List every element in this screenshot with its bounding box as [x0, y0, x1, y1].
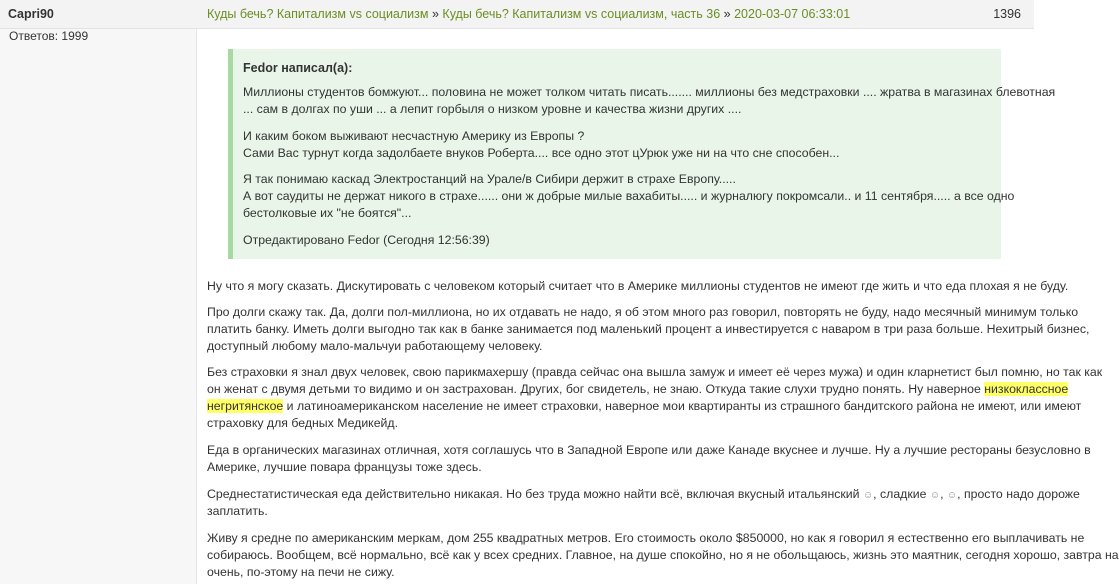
quote-line: Миллионы студентов бомжуют... половина не может толком читать писать....... миллионы без медстраховки .... жратва в магазинах блевотная	[243, 85, 1056, 99]
paragraph-text: Среднестатистическая еда действительно никакая. Но без труда можно найти всё, включая вкусный итальянский	[207, 487, 863, 501]
post-paragraph	[207, 399, 1081, 413]
post-date-link[interactable]: 2020-03-07 06:33:01	[734, 7, 851, 21]
author-name-link[interactable]: Capri90	[8, 7, 54, 21]
paragraph-text: и латиноамериканском население не имеет страховки, наверное мои квартиранты из страшного бандитского района не имеют, или имеют	[283, 399, 1082, 413]
post-paragraph	[207, 487, 1080, 501]
highlighted-word: низкоклассное	[984, 382, 1069, 396]
post-paragraph: платить банку. Иметь долги выгодно так как в банке занимается под маленький процент а инвестируется с наваром в три раза больше. Нехитрый бизнес,	[207, 322, 1090, 336]
quote-line: Сами Вас турнут когда задолбаете внуков Роберта.... все одно этот цУрюк уже ни на что сне способен...	[243, 146, 840, 160]
breadcrumb-forum-link[interactable]: Куды бечь? Капитализм vs социализм	[207, 7, 429, 21]
quote-line: И каким боком выживают несчастную Америку из Европы ?	[243, 129, 585, 143]
post-paragraph: доступный любому мало-мальчуи работающему человеку.	[207, 339, 543, 353]
paragraph-text: ,	[940, 487, 947, 501]
quote-block	[228, 49, 1056, 259]
post-number: 1396	[993, 7, 1021, 21]
quote-line: Я так понимаю каскад Электростанций на Урале/в Сибири держит в страхе Европу.....	[243, 172, 736, 186]
post-sidebar	[0, 29, 197, 584]
paragraph-text: , просто надо дороже	[957, 487, 1080, 501]
quote-edit-note: Отредактировано Fedor (Сегодня 12:56:39)	[243, 233, 490, 247]
post-paragraph: Еда в органических магазинах отличная, хотя соглашусь что в Западной Европе или даже Канаде вкуснее и лучше. Ну а лучшие рестораны безусловно в	[207, 443, 1091, 457]
breadcrumb-separator: »	[431, 7, 439, 21]
post-paragraph: очень, по-этому на печи не сижу.	[207, 565, 395, 579]
breadcrumb	[207, 7, 850, 21]
quote-line: бестолковые их "не боятся"...	[243, 206, 412, 220]
post-paragraph: страховку для бедных Медикейд.	[207, 416, 399, 430]
post-paragraph: Живу я средне по американским меркам, дом 255 квадратных метров. Его стоимость около $850000, но как я говорил я естественно его выплачивать не	[207, 531, 1085, 545]
smiley-icon: ☺	[862, 490, 874, 501]
smiley-icon: ☺	[946, 490, 958, 501]
reply-count: Ответов: 1999	[9, 29, 89, 43]
quote-line: А вот саудиты не держат никого в страхе...... они ж добрые милые вахабиты..... и журналюгу покромсали.. и 11 сентября..... а все одно	[243, 189, 1015, 203]
quote-line: ... сам в долгах по уши ... а лепит горбыля о низком уровне и качества жизни других ....	[243, 102, 742, 116]
post-paragraph: Про долги скажу так. Да, долги пол-миллиона, но их отдавать не надо, я об этом много раз говорил, повторять не буду, надо месячный минимум только	[207, 305, 1079, 319]
post-paragraph: собираюсь. Вообщем, всё нормально, всё как у всех средних. Главное, на душе спокойно, но я не обольщаюсь, жизнь это маятник, сегодня хорошо, завтра на	[207, 548, 1119, 562]
smiley-icon: ☺	[929, 490, 941, 501]
breadcrumb-topic-link[interactable]: Куды бечь? Капитализм vs социализм, часть 36	[442, 7, 721, 21]
paragraph-text: , сладкие	[873, 487, 930, 501]
post-paragraph: Ну что я могу сказать. Дискутировать с человеком который считает что в Америке миллионы студентов не имеют где жить и что еда плохая я не буду.	[207, 279, 1069, 293]
quote-author: Fedor написал(а):	[243, 61, 353, 75]
post-header	[0, 0, 1034, 29]
highlighted-word: негритянское	[207, 399, 284, 413]
post-paragraph	[207, 382, 1068, 396]
paragraph-text: он женат с двумя детьми то видимо и он застрахован. Других, бог свидетель, не знаю. Откуда такие слухи трудно понять. Ну наверное	[207, 382, 985, 396]
breadcrumb-separator: »	[723, 7, 731, 21]
post-paragraph: заплатить.	[207, 504, 268, 518]
post-paragraph: Америке, лучшие повара французы тоже здесь.	[207, 460, 482, 474]
post-paragraph: Без страховки я знал двух человек, свою парикмахершу (правда сейчас она вышла замуж и имеет её через мужа) и один кларнетист был помню, но так как	[207, 365, 1103, 379]
